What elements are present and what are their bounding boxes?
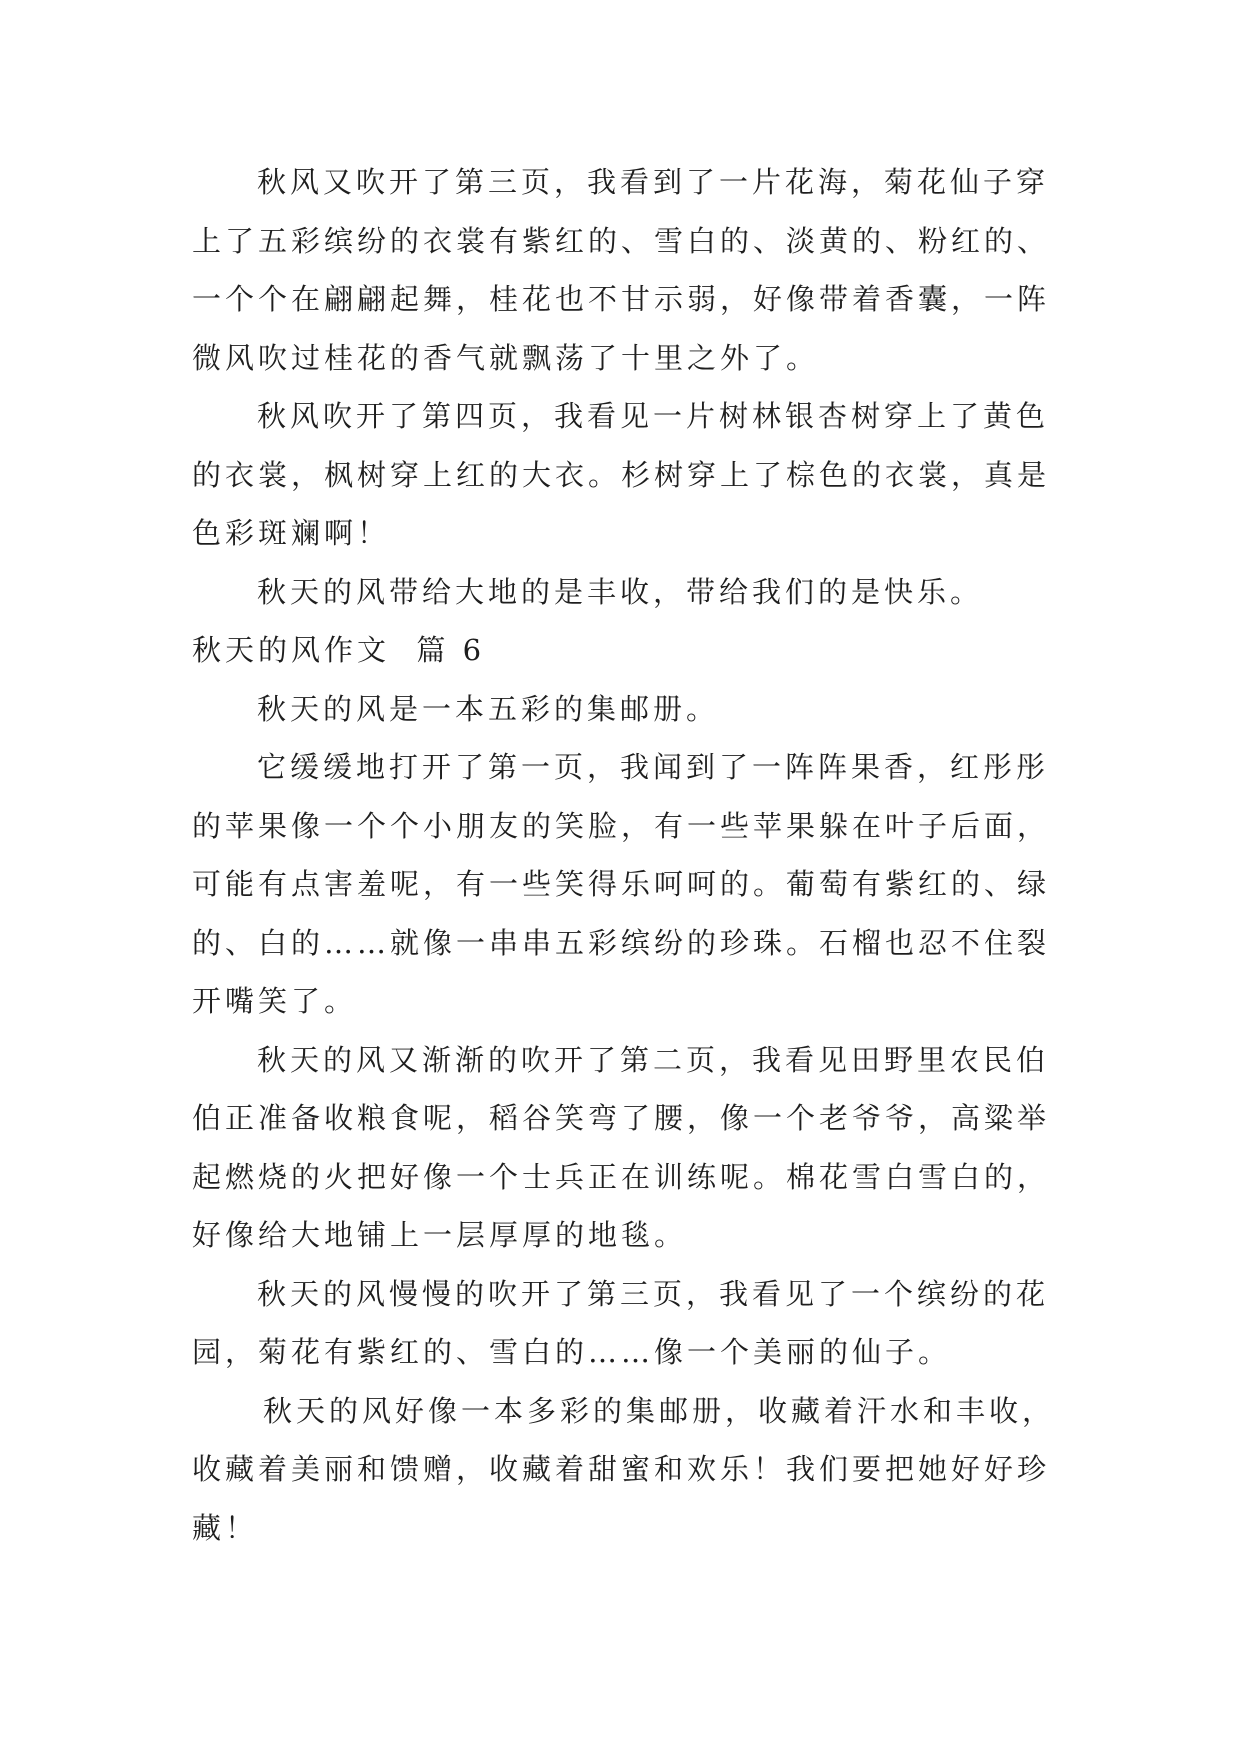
text-line: 秋天的风慢慢的吹开了第三页，我看见了一个缤纷的花 (257, 1276, 1050, 1311)
text-line: 可能有点害羞呢，有一些笑得乐呵呵的。葡萄有紫红的、绿 (192, 867, 1051, 901)
text-line: 秋天的风好像一本多彩的集邮册，收藏着汗水和丰收， (263, 1393, 1056, 1428)
section-heading: 秋天的风作文 篇 6 (192, 633, 486, 667)
text-line: 秋天的风又渐渐的吹开了第二页，我看见田野里农民伯 (257, 1042, 1050, 1077)
paragraph (192, 1265, 1092, 1382)
text-line: 的苹果像一个个小朋友的笑脸，有一些苹果躲在叶子后面， (192, 808, 1051, 843)
text-line: 收藏着美丽和馈赠，收藏着甜蜜和欢乐！我们要把她好好珍 (192, 1452, 1051, 1486)
text-line: 色彩斑斓啊！ (192, 516, 391, 550)
text-line: 好像给大地铺上一层厚厚的地毯。 (192, 1218, 688, 1252)
paragraph (192, 563, 1092, 622)
paragraph (192, 680, 1092, 739)
text-line: 它缓缓地打开了第一页，我闻到了一阵阵果香，红彤彤 (257, 750, 1050, 784)
text-line: 园，菊花有紫红的、雪白的……像一个美丽的仙子。 (192, 1335, 952, 1369)
paragraph (192, 153, 1092, 387)
text-line: 秋天的风带给大地的是丰收，带给我们的是快乐。 (257, 574, 984, 609)
text-line: 起燃烧的火把好像一个士兵正在训练呢。棉花雪白雪白的， (192, 1159, 1051, 1194)
text-line: 伯正准备收粮食呢，稻谷笑弯了腰，像一个老爷爷，高粱举 (192, 1101, 1051, 1135)
text-line: 一个个在翩翩起舞，桂花也不甘示弱，好像带着香囊，一阵 (192, 282, 1051, 316)
text-line: 的、白的……就像一串串五彩缤纷的珍珠。石榴也忍不住裂 (192, 925, 1051, 960)
text-line: 秋风又吹开了第三页，我看到了一片花海，菊花仙子穿 (257, 165, 1050, 199)
text-line: 的衣裳，枫树穿上红的大衣。杉树穿上了棕色的衣裳，真是 (192, 457, 1051, 492)
paragraph (192, 387, 1092, 563)
paragraph (192, 1382, 1092, 1558)
text-line: 上了五彩缤纷的衣裳有紫红的、雪白的、淡黄的、粉红的、 (192, 223, 1051, 258)
text-line: 藏！ (192, 1510, 259, 1545)
paragraph (192, 738, 1092, 1031)
text-line: 微风吹过桂花的香气就飘荡了十里之外了。 (192, 340, 820, 375)
paragraph (192, 1031, 1092, 1265)
text-line: 秋风吹开了第四页，我看见一片树林银杏树穿上了黄色 (257, 399, 1050, 433)
document-body (192, 153, 1092, 1557)
text-line: 开嘴笑了。 (192, 984, 358, 1018)
text-line: 秋天的风是一本五彩的集邮册。 (257, 691, 720, 726)
